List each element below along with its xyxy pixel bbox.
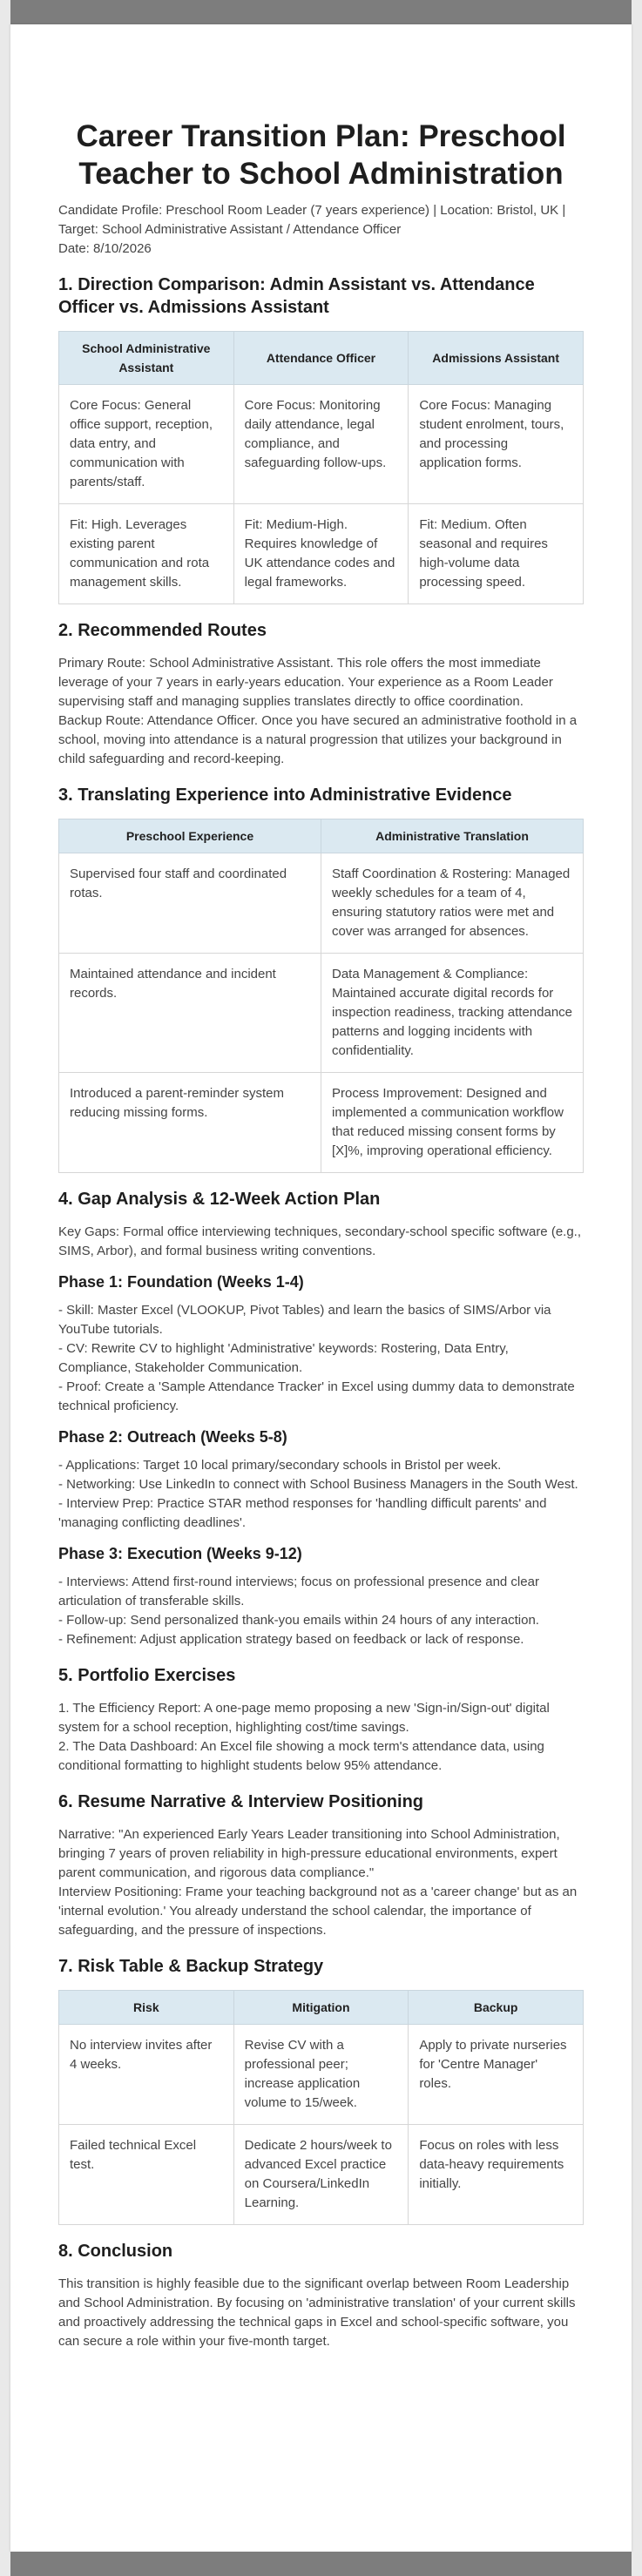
table-header-row <box>59 1991 584 2025</box>
table-cell: Core Focus: General office support, reception, data entry, and communication with parents/staff. <box>59 385 234 504</box>
portfolio-list <box>58 1699 584 1776</box>
phase-2-list <box>58 1456 584 1533</box>
table-header-cell: Attendance Officer <box>233 332 409 385</box>
list-item: - CV: Rewrite CV to highlight 'Administrative' keywords: Rostering, Data Entry, Compliance, Stakeholder Communication. <box>58 1341 509 1375</box>
table-row <box>59 954 584 1073</box>
table-row <box>59 385 584 504</box>
risk-table <box>58 1990 584 2225</box>
table-row <box>59 2125 584 2225</box>
table-cell: Apply to private nurseries for 'Centre Manager' roles. <box>409 2025 584 2125</box>
table-cell: Revise CV with a professional peer; increase application volume to 15/week. <box>233 2025 409 2125</box>
table-header-cell: Admissions Assistant <box>409 332 584 385</box>
section-6-heading: 6. Resume Narrative & Interview Positioning <box>58 1792 424 1811</box>
list-item: 1. The Efficiency Report: A one-page memo proposing a new 'Sign-in/Sign-out' digital system for a school reception, highlighting cost/time savings. <box>58 1701 550 1735</box>
table-cell: Failed technical Excel test. <box>59 2125 234 2225</box>
document-date: Date: 8/10/2026 <box>58 241 152 256</box>
list-item: - Skill: Master Excel (VLOOKUP, Pivot Tables) and learn the basics of SIMS/Arbor via YouTube tutorials. <box>58 1303 551 1337</box>
table-cell: Maintained attendance and incident records. <box>59 954 321 1073</box>
table-header-cell: School Administrative Assistant <box>59 332 234 385</box>
table-cell: Dedicate 2 hours/week to advanced Excel practice on Coursera/LinkedIn Learning. <box>233 2125 409 2225</box>
document-title: Career Transition Plan: Preschool Teacher to School Administration <box>76 119 566 191</box>
document-page <box>10 24 632 2552</box>
interview-positioning-text: Interview Positioning: Frame your teaching background not as a 'career change' but as an 'internal evolution.' You already understand the school calendar, the importance of safeguarding, and the pressure of inspections. <box>58 1885 578 1938</box>
section-1-heading: 1. Direction Comparison: Admin Assistant vs. Attendance Officer vs. Admissions Assistant <box>58 275 535 317</box>
bottom-frame-bar <box>10 2552 632 2576</box>
table-cell: Staff Coordination & Rostering: Managed weekly schedules for a team of 4, ensuring statutory ratios were met and cover was arranged for absences. <box>321 853 584 954</box>
table-cell: Fit: High. Leverages existing parent communication and rota management skills. <box>59 504 234 604</box>
section-5-heading: 5. Portfolio Exercises <box>58 1666 236 1685</box>
phase-3-list <box>58 1573 584 1649</box>
direction-comparison-table <box>58 331 584 604</box>
table-cell: Fit: Medium-High. Requires knowledge of UK attendance codes and legal frameworks. <box>233 504 409 604</box>
phase-2-heading: Phase 2: Outreach (Weeks 5-8) <box>58 1428 287 1446</box>
list-item: 2. The Data Dashboard: An Excel file showing a mock term's attendance data, using conditional formatting to highlight students below 95% attendance. <box>58 1739 544 1773</box>
phase-3-heading: Phase 3: Execution (Weeks 9-12) <box>58 1545 302 1562</box>
table-cell: Fit: Medium. Often seasonal and requires high-volume data processing speed. <box>409 504 584 604</box>
list-item: - Networking: Use LinkedIn to connect with School Business Managers in the South West. <box>58 1477 578 1492</box>
table-cell: Introduced a parent-reminder system reducing missing forms. <box>59 1073 321 1173</box>
table-row <box>59 504 584 604</box>
table-header-cell: Administrative Translation <box>321 819 584 853</box>
table-header-row <box>59 332 584 385</box>
conclusion-text: This transition is highly feasible due to the significant overlap between Room Leadership and School Administration. By focusing on 'administrative translation' of your current skills and proactively addressing the technical gaps in Excel and school-specific software, you can secure a role within your five-month target. <box>58 2276 576 2349</box>
table-cell: Data Management & Compliance: Maintained accurate digital records for inspection readiness, tracking attendance patterns and logging incidents with confidentiality. <box>321 954 584 1073</box>
table-header-cell: Backup <box>409 1991 584 2025</box>
list-item: - Proof: Create a 'Sample Attendance Tracker' in Excel using dummy data to demonstrate technical proficiency. <box>58 1379 575 1413</box>
section-4-heading: 4. Gap Analysis & 12-Week Action Plan <box>58 1190 381 1209</box>
key-gaps-text: Key Gaps: Formal office interviewing techniques, secondary-school specific software (e.g., SIMS, Arbor), and formal business writing conventions. <box>58 1224 581 1258</box>
phase-1-list <box>58 1301 584 1416</box>
table-cell: Core Focus: Managing student enrolment, tours, and processing application forms. <box>409 385 584 504</box>
table-header-row <box>59 819 584 853</box>
section-8-heading: 8. Conclusion <box>58 2242 173 2261</box>
table-cell: Process Improvement: Designed and implemented a communication workflow that reduced missing consent forms by [X]%, improving operational efficiency. <box>321 1073 584 1173</box>
table-cell: No interview invites after 4 weeks. <box>59 2025 234 2125</box>
table-header-cell: Risk <box>59 1991 234 2025</box>
list-item: - Applications: Target 10 local primary/secondary schools in Bristol per week. <box>58 1458 502 1473</box>
list-item: - Follow-up: Send personalized thank-you emails within 24 hours of any interaction. <box>58 1613 539 1628</box>
table-row <box>59 2025 584 2125</box>
top-frame-bar <box>10 0 632 24</box>
phase-1-heading: Phase 1: Foundation (Weeks 1-4) <box>58 1273 304 1291</box>
table-header-cell: Preschool Experience <box>59 819 321 853</box>
section-7-heading: 7. Risk Table & Backup Strategy <box>58 1957 324 1976</box>
document-content <box>58 118 584 2351</box>
table-row <box>59 853 584 954</box>
backup-route-text: Backup Route: Attendance Officer. Once you have secured an administrative foothold in a school, moving into attendance is a natural progression that utilizes your background in child safeguarding and record-keeping. <box>58 713 578 766</box>
table-header-cell: Mitigation <box>233 1991 409 2025</box>
table-row <box>59 1073 584 1173</box>
table-cell: Core Focus: Monitoring daily attendance, legal compliance, and safeguarding follow-ups. <box>233 385 409 504</box>
list-item: - Interviews: Attend first-round interviews; focus on professional presence and clear articulation of transferable skills. <box>58 1575 539 1608</box>
list-item: - Refinement: Adjust application strategy based on feedback or lack of response. <box>58 1632 524 1647</box>
section-2-heading: 2. Recommended Routes <box>58 621 267 640</box>
table-cell: Supervised four staff and coordinated rotas. <box>59 853 321 954</box>
table-cell: Focus on roles with less data-heavy requirements initially. <box>409 2125 584 2225</box>
list-item: - Interview Prep: Practice STAR method responses for 'handling difficult parents' and 'managing conflicting deadlines'. <box>58 1496 547 1530</box>
section-3-heading: 3. Translating Experience into Administrative Evidence <box>58 786 512 805</box>
experience-translation-table <box>58 819 584 1173</box>
narrative-text: Narrative: "An experienced Early Years Leader transitioning into School Administration, bringing 7 years of proven reliability in high-pressure educational environments, expert parent communication, and rigorous data compliance." <box>58 1827 560 1880</box>
primary-route-text: Primary Route: School Administrative Assistant. This role offers the most immediate leverage of your 7 years in early-years education. Your experience as a Room Leader supervising staff and managing supplies translates directly to office coordination. <box>58 656 553 709</box>
candidate-profile: Candidate Profile: Preschool Room Leader (7 years experience) | Location: Bristol, UK | Target: School Administrative Assistant / Attendance Officer <box>58 203 566 237</box>
